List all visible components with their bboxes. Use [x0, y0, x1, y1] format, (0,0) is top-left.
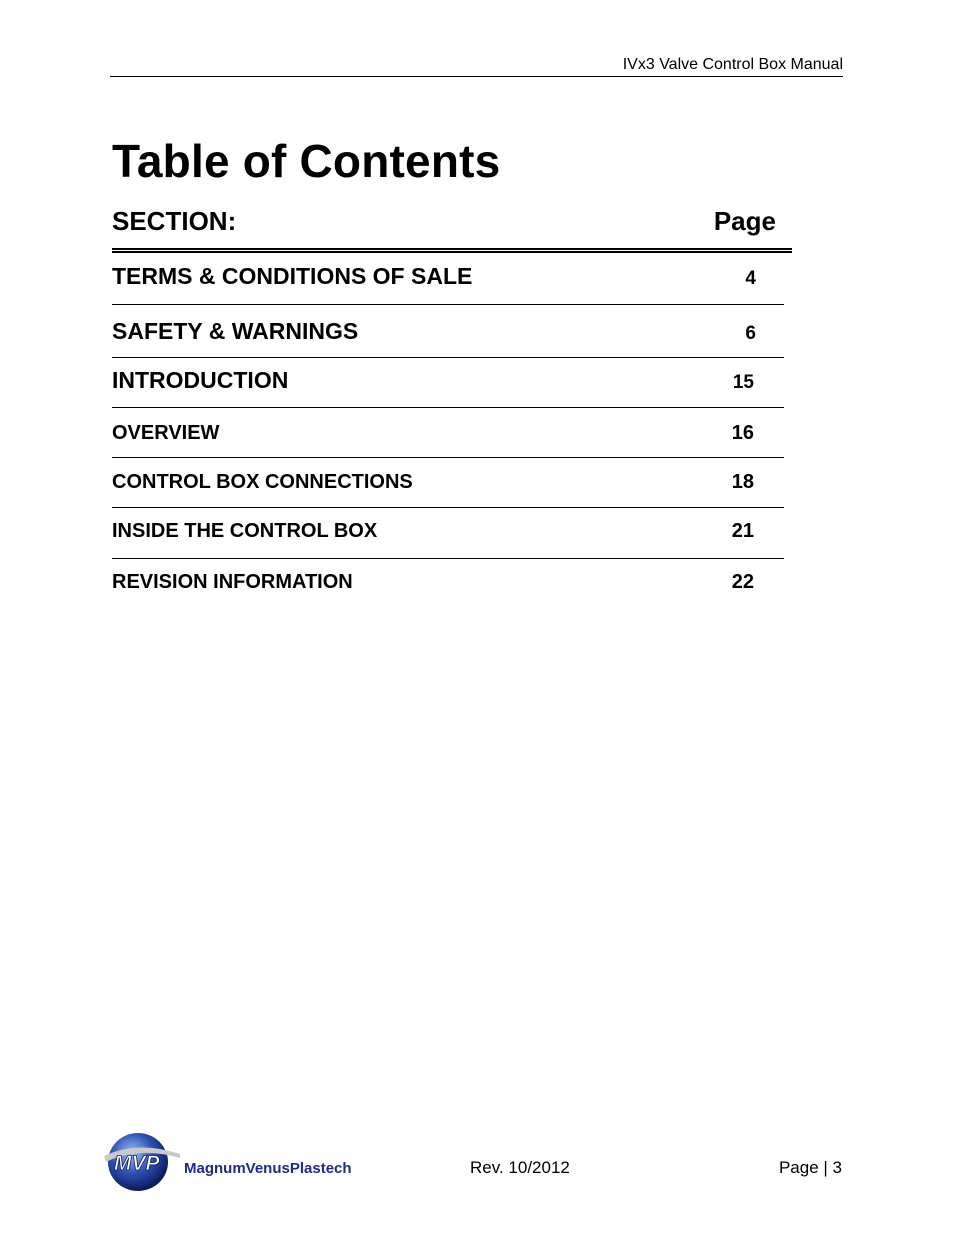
page-number: Page | 3 — [778, 1158, 842, 1177]
toc-entry-label[interactable]: INTRODUCTION — [112, 367, 289, 393]
toc-entry-label[interactable]: OVERVIEW — [112, 422, 220, 444]
toc-entry-page[interactable]: 15 — [732, 372, 754, 393]
toc-entry-label[interactable]: CONTROL BOX CONNECTIONS — [112, 471, 413, 493]
toc-entry-label[interactable]: TERMS & CONDITIONS OF SALE — [112, 263, 473, 289]
logo-badge-text: MVP — [114, 1152, 160, 1175]
toc-entry-page[interactable]: 21 — [731, 520, 754, 542]
toc-entry-label[interactable]: INSIDE THE CONTROL BOX — [112, 520, 378, 542]
table-of-contents — [112, 204, 792, 593]
toc-entry-page[interactable]: 18 — [731, 471, 754, 493]
mvp-logo — [100, 1130, 390, 1194]
page-header — [110, 54, 843, 77]
revision-date: Rev. 10/2012 — [470, 1158, 570, 1177]
toc-entry-terms[interactable] — [112, 253, 784, 305]
toc-entry-overview[interactable] — [112, 408, 784, 458]
logo-company-name: MagnumVenusPlastech — [184, 1160, 352, 1177]
toc-section-header: SECTION: — [112, 206, 237, 236]
page-footer — [100, 1130, 844, 1200]
toc-entry-inside-control-box[interactable] — [112, 508, 784, 559]
toc-entry-page[interactable]: 22 — [731, 571, 754, 593]
toc-header-row — [112, 204, 792, 253]
toc-entry-safety[interactable] — [112, 305, 784, 358]
page-title: Table of Contents — [112, 135, 501, 187]
toc-page-header: Page — [713, 206, 776, 236]
toc-entry-page[interactable]: 4 — [745, 268, 756, 289]
toc-entry-page[interactable]: 16 — [731, 422, 754, 444]
toc-entry-label[interactable]: REVISION INFORMATION — [112, 571, 353, 593]
toc-entry-page[interactable]: 6 — [745, 323, 756, 344]
toc-entry-introduction[interactable] — [112, 358, 784, 408]
toc-entry-control-box-connections[interactable] — [112, 458, 784, 508]
manual-title: IVx3 Valve Control Box Manual — [622, 56, 843, 73]
toc-entry-label[interactable]: SAFETY & WARNINGS — [112, 318, 359, 344]
toc-entry-revision-information[interactable] — [112, 559, 784, 607]
